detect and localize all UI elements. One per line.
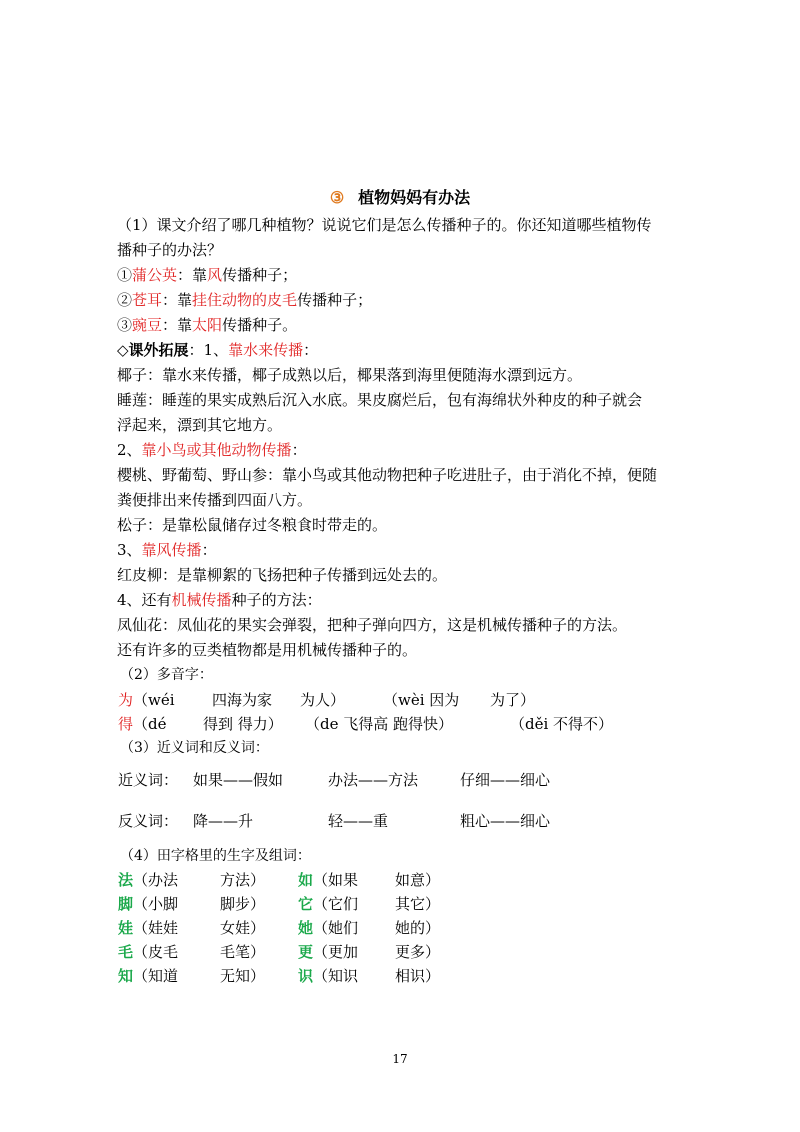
- vocab-word: （它们: [313, 895, 359, 913]
- plant-name: 豌豆: [132, 316, 163, 334]
- vocab-word: 更多）: [395, 943, 441, 961]
- pine-text: 松子：是靠松鼠储存过冬粮食时带走的。: [117, 516, 388, 534]
- vocab-word: 相识）: [395, 967, 441, 985]
- extension-animal-heading: 靠小鸟或其他动物传播: [141, 441, 292, 459]
- vocab-word: （皮毛: [133, 943, 179, 961]
- question-1-line-2: 播种子的办法？: [117, 241, 223, 259]
- vocab-char: 更: [298, 943, 314, 961]
- vocab-char: 它: [298, 895, 314, 913]
- pinyin-word: （děi 不得不）: [510, 715, 614, 733]
- wind-heading: [117, 540, 217, 560]
- polyphone-char: 得: [118, 715, 134, 733]
- vocab-char: 她: [298, 919, 314, 937]
- extension-heading: [117, 340, 318, 360]
- answer-text: 传播种子。: [222, 316, 298, 334]
- method-text: 风: [207, 266, 223, 284]
- vocab-row: [118, 942, 178, 962]
- vocab-word: （更加: [313, 943, 359, 961]
- word: 四海为家: [212, 691, 273, 709]
- item-number: 3、: [117, 541, 142, 559]
- extension-mechanical-heading: 机械传播: [171, 591, 232, 609]
- vocab-char: 知: [118, 967, 134, 985]
- answer-number: ①: [117, 266, 133, 284]
- vocab-row: [118, 894, 178, 914]
- coconut-text: 椰子：靠水来传播，椰子成熟以后，椰果落到海里便随海水漂到远方。: [117, 366, 583, 384]
- pinyin-word: （wèi 因为: [383, 691, 460, 709]
- answer-text: ：靠: [162, 316, 193, 334]
- pinyin: （dé: [133, 715, 167, 733]
- pinyin: （wéi: [133, 691, 175, 709]
- page-number: 17: [392, 1052, 408, 1066]
- word: 为人）: [300, 691, 346, 709]
- plant-name: 蒲公英: [132, 266, 178, 284]
- synonym-label: 近义词：: [118, 771, 179, 789]
- synonym-pair: 办法——方法: [328, 771, 419, 789]
- antonym-label: 反义词：: [118, 812, 179, 830]
- question-4-heading: （4）田字格里的生字及组词：: [120, 848, 311, 864]
- vocab-word: （娃娃: [133, 919, 179, 937]
- vocab-char: 毛: [118, 943, 134, 961]
- vocab-row: [298, 894, 358, 914]
- extension-label: ◇课外拓展: [117, 341, 189, 359]
- answer-number: ②: [117, 291, 133, 309]
- vocab-word: 方法）: [220, 871, 266, 889]
- vocab-row: [118, 870, 178, 890]
- extension-water-heading: 靠水来传播: [228, 341, 304, 359]
- vocab-word: 女娃）: [220, 919, 266, 937]
- question-3-heading: （3）近义词和反义词：: [120, 740, 269, 756]
- vocab-word: （小脚: [133, 895, 179, 913]
- answer-text: 传播种子；: [297, 291, 373, 309]
- word: 得到 得力）: [203, 715, 283, 733]
- polyphone-char: 为: [118, 691, 134, 709]
- vocab-word: （如果: [313, 871, 359, 889]
- vocab-word: 其它）: [395, 895, 441, 913]
- beans-text: 还有许多的豆类植物都是用机械传播种子的。: [117, 641, 418, 659]
- animal-heading: [117, 440, 307, 460]
- vocab-word: 如意）: [395, 871, 441, 889]
- vocab-row: [298, 966, 358, 986]
- polyphone-wei: [118, 690, 175, 710]
- antonym-pair: 降——升: [193, 812, 254, 830]
- item-number: 2、: [117, 441, 142, 459]
- vocab-word: 无知）: [220, 967, 266, 985]
- question-1-line-1: （1）课文介绍了哪几种植物？说说它们是怎么传播种子的。你还知道哪些植物传: [117, 216, 652, 234]
- vocab-row: [118, 918, 178, 938]
- vocab-row: [298, 942, 358, 962]
- answer-dandelion: [117, 265, 297, 285]
- synonym-pair: 如果——假如: [193, 771, 284, 789]
- mechanical-heading: [117, 590, 322, 610]
- plant-name: 苍耳: [132, 291, 163, 309]
- vocab-word: （知识: [313, 967, 359, 985]
- berries-text-2: 粪便排出来传播到四面八方。: [117, 491, 313, 509]
- colon: ：: [291, 441, 307, 459]
- answer-number: ③: [117, 316, 133, 334]
- vocab-word: （知道: [133, 967, 179, 985]
- method-text: 挂住动物的皮毛: [192, 291, 298, 309]
- method-text: 太阳: [192, 316, 223, 334]
- lesson-title: [0, 188, 800, 208]
- balsam-text: 凤仙花：凤仙花的果实会弹裂，把种子弹向四方，这是机械传播种子的方法。: [117, 616, 628, 634]
- lotus-text-1: 睡莲：睡莲的果实成熟后沉入水底。果皮腐烂后，包有海绵状外种皮的种子就会: [117, 391, 643, 409]
- pinyin-word: （de 飞得高 跑得快）: [305, 715, 454, 733]
- vocab-row: [118, 966, 178, 986]
- vocab-char: 如: [298, 871, 314, 889]
- lesson-number: ③: [329, 188, 345, 207]
- berries-text-1: 樱桃、野葡萄、野山参：靠小鸟或其他动物把种子吃进肚子，由于消化不掉，便随: [117, 466, 658, 484]
- answer-text: 传播种子；: [222, 266, 298, 284]
- vocab-char: 识: [298, 967, 314, 985]
- answer-text: ：靠: [177, 266, 208, 284]
- synonym-pair: 仔细——细心: [460, 771, 551, 789]
- vocab-word: 她的）: [395, 919, 441, 937]
- question-2-heading: （2）多音字：: [120, 667, 213, 683]
- answer-text: ：靠: [162, 291, 193, 309]
- vocab-char: 脚: [118, 895, 134, 913]
- item-number: 4、还有: [117, 591, 172, 609]
- antonym-pair: 轻——重: [328, 812, 389, 830]
- vocab-char: 娃: [118, 919, 134, 937]
- vocab-word: （办法: [133, 871, 179, 889]
- vocab-row: [298, 870, 358, 890]
- answer-pea: [117, 315, 297, 335]
- extension-wind-heading: 靠风传播: [141, 541, 202, 559]
- heading-tail: 种子的方法：: [231, 591, 322, 609]
- answer-cocklebur: [117, 290, 372, 310]
- lesson-title-text: 植物妈妈有办法: [358, 188, 471, 207]
- word: 为了）: [490, 691, 536, 709]
- vocab-char: 法: [118, 871, 134, 889]
- vocab-word: 脚步）: [220, 895, 266, 913]
- vocab-word: 毛笔）: [220, 943, 266, 961]
- colon: ：: [201, 541, 217, 559]
- vocab-row: [298, 918, 358, 938]
- vocab-word: （她们: [313, 919, 359, 937]
- willow-text: 红皮柳：是靠柳絮的飞扬把种子传播到远处去的。: [117, 566, 448, 584]
- antonym-pair: 粗心——细心: [460, 812, 551, 830]
- colon: ：: [303, 341, 319, 359]
- lotus-text-2: 浮起来，漂到其它地方。: [117, 416, 283, 434]
- extension-sep: ：1、: [188, 341, 229, 359]
- polyphone-de: [118, 714, 167, 734]
